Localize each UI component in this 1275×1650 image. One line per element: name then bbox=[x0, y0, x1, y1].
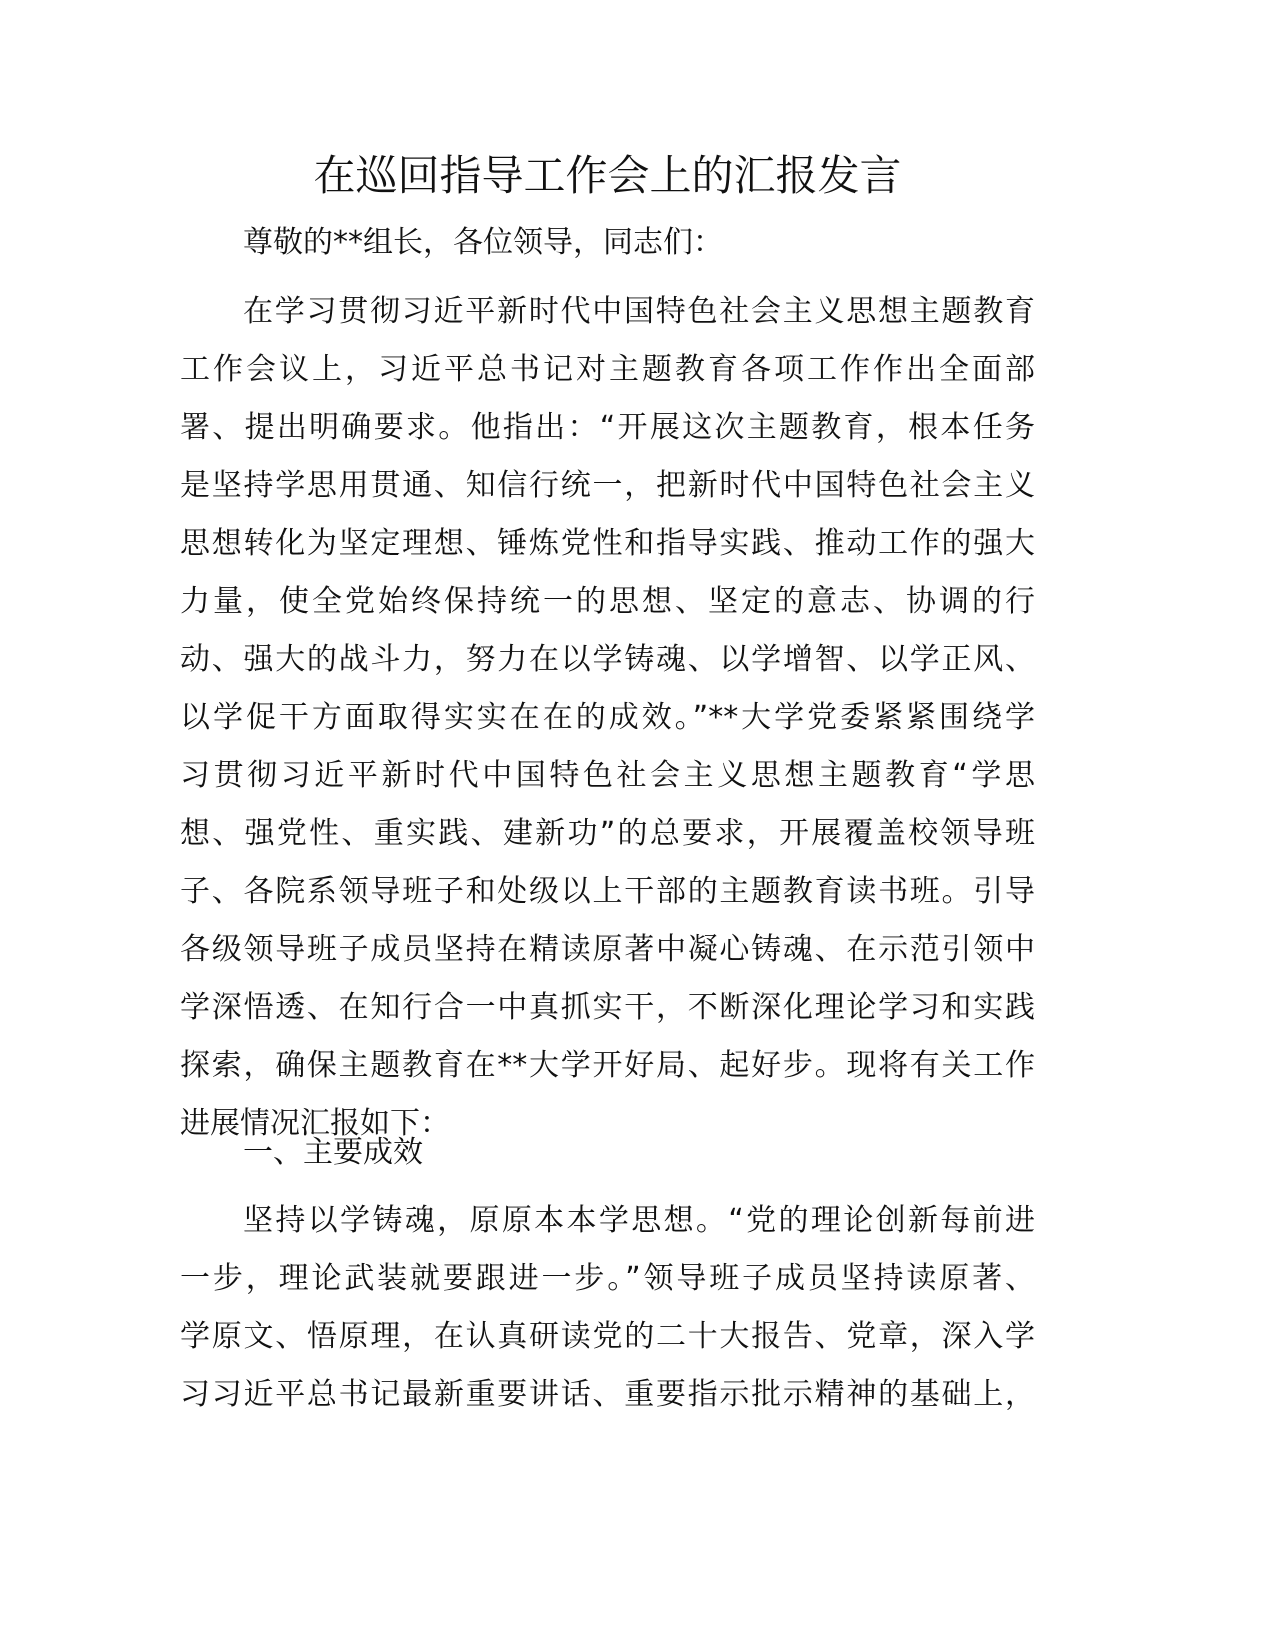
paragraph-line: 坚持以学铸魂，原原本本学思想。“党的理论创新每前进 bbox=[243, 1203, 1035, 1238]
paragraph-line: 署、提出明确要求。他指出：“开展这次主题教育，根本任务 bbox=[180, 410, 1035, 445]
paragraph-line: 想、强党性、重实践、建新功”的总要求，开展覆盖校领导班 bbox=[180, 816, 1035, 851]
paragraph-line: 以学促干方面取得实实在在的成效。”**大学党委紧紧围绕学 bbox=[180, 700, 1035, 735]
paragraph-line: 习贯彻习近平新时代中国特色社会主义思想主题教育“学思 bbox=[180, 758, 1035, 793]
section-heading: 一、主要成效 bbox=[243, 1135, 423, 1170]
paragraph-intro bbox=[180, 283, 1035, 1153]
paragraph-line: 思想转化为坚定理想、锤炼党性和指导实践、推动工作的强大 bbox=[180, 526, 1035, 561]
paragraph-line: 探索，确保主题教育在**大学开好局、起好步。现将有关工作 bbox=[180, 1048, 1035, 1083]
salutation: 尊敬的**组长，各位领导，同志们： bbox=[243, 225, 723, 260]
paragraph-line: 一步，理论武装就要跟进一步。”领导班子成员坚持读原著、 bbox=[180, 1261, 1035, 1296]
paragraph-achievements bbox=[180, 1192, 1035, 1424]
paragraph-line: 子、各院系领导班子和处级以上干部的主题教育读书班。引导 bbox=[180, 874, 1035, 909]
paragraph-line: 进展情况汇报如下： bbox=[180, 1106, 450, 1141]
paragraph-line: 学原文、悟原理，在认真研读党的二十大报告、党章，深入学 bbox=[180, 1319, 1035, 1354]
paragraph-line: 在学习贯彻习近平新时代中国特色社会主义思想主题教育 bbox=[243, 294, 1035, 329]
paragraph-line: 习习近平总书记最新重要讲话、重要指示批示精神的基础上， bbox=[180, 1377, 1035, 1412]
document-title: 在巡回指导工作会上的汇报发言 bbox=[313, 151, 902, 200]
paragraph-line: 工作会议上，习近平总书记对主题教育各项工作作出全面部 bbox=[180, 352, 1035, 387]
paragraph-line: 是坚持学思用贯通、知信行统一，把新时代中国特色社会主义 bbox=[180, 468, 1035, 503]
paragraph-line: 力量，使全党始终保持统一的思想、坚定的意志、协调的行 bbox=[180, 584, 1035, 619]
paragraph-line: 学深悟透、在知行合一中真抓实干，不断深化理论学习和实践 bbox=[180, 990, 1035, 1025]
paragraph-line: 动、强大的战斗力，努力在以学铸魂、以学增智、以学正风、 bbox=[180, 642, 1035, 677]
paragraph-line: 各级领导班子成员坚持在精读原著中凝心铸魂、在示范引领中 bbox=[180, 932, 1035, 967]
